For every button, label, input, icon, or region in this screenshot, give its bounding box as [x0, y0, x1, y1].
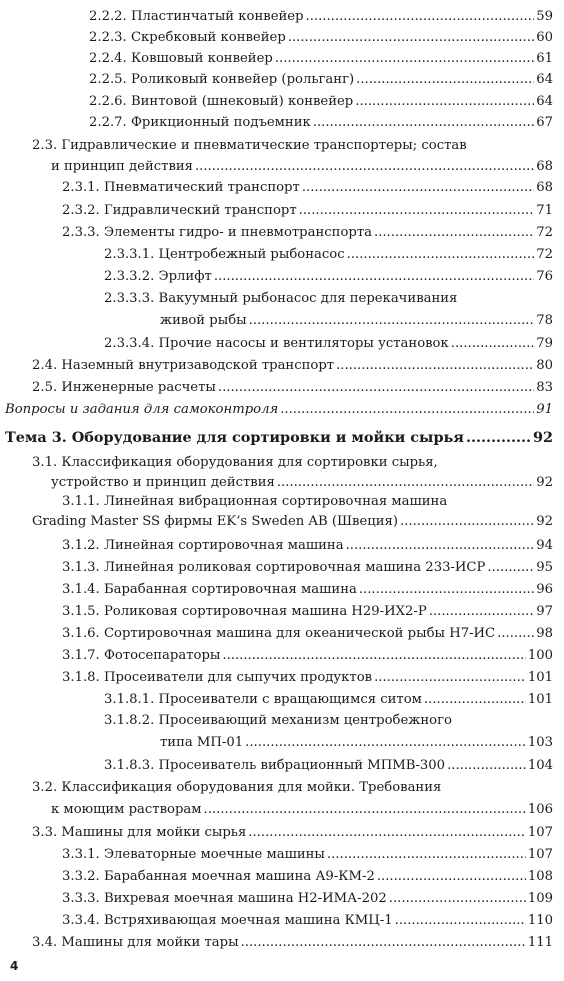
- entry-title-cont: Grading Master SS фирмы EK’s Sweden AB (Швеция): [32, 514, 398, 529]
- entry-title-cont: живой рыбы: [160, 313, 247, 328]
- entry-page: 72: [536, 247, 553, 262]
- entry-title: 2.3.2. Гидравлический транспорт: [62, 203, 297, 218]
- entry-page: 92: [536, 514, 553, 529]
- entry-page: 60: [536, 30, 553, 45]
- entry-page: 78: [536, 313, 553, 328]
- entry-title: 3.4. Машины для мойки тары: [32, 935, 239, 950]
- entry-page: 64: [536, 94, 553, 109]
- entry-title: 2.3.3.4. Прочие насосы и вентиляторы установок: [104, 336, 449, 351]
- entry-title: 3.1.8.2. Просеивающий механизм центробежного: [104, 713, 452, 728]
- entry-title: 2.3. Гидравлические и пневматические транспортеры; состав: [32, 138, 467, 153]
- entry-page: 95: [536, 560, 553, 575]
- entry-title-cont: и принцип действия: [51, 159, 193, 174]
- entry-title-cont: типа МП-01: [160, 735, 244, 750]
- entry-page: 97: [536, 604, 553, 619]
- entry-page: 61: [536, 51, 553, 66]
- entry-title: 2.3.3. Элементы гидро- и пневмотранспорта: [62, 225, 372, 240]
- entry-title: 2.2.4. Ковшовый конвейер: [89, 51, 273, 66]
- entry-page: 68: [536, 180, 553, 195]
- entry-page: 101: [527, 670, 553, 685]
- entry-title-cont: устройство и принцип действия: [51, 475, 275, 490]
- entry-title: 3.1.1. Линейная вибрационная сортировочная машина: [62, 494, 448, 509]
- entry-page: 96: [536, 582, 553, 597]
- entry-page: 109: [527, 891, 553, 906]
- entry-title: 2.2.3. Скребковый конвейер: [89, 30, 286, 45]
- entry-page: 107: [527, 847, 553, 862]
- entry-title: 2.2.2. Пластинчатый конвейер: [89, 9, 304, 24]
- entry-title: 3.3.1. Элеваторные моечные машины: [62, 847, 325, 862]
- entry-page: 108: [527, 869, 553, 884]
- entry-page: 106: [527, 802, 553, 817]
- entry-page: 98: [536, 626, 553, 641]
- entry-title: 2.2.6. Винтовой (шнековый) конвейер: [89, 94, 354, 109]
- entry-page: 91: [536, 402, 553, 417]
- entry-title: 3.1.8.1. Просеиватели с вращающимся ситом: [104, 692, 422, 707]
- entry-title: Вопросы и задания для самоконтроля: [5, 402, 279, 417]
- entry-page: 79: [536, 336, 553, 351]
- entry-page: 111: [527, 935, 553, 950]
- entry-title: 3.1.8.3. Просеиватель вибрационный МПМВ-300: [104, 758, 446, 773]
- entry-page: 71: [536, 203, 553, 218]
- entry-title: 3.1.4. Барабанная сортировочная машина: [62, 582, 357, 597]
- entry-title: 3.1.2. Линейная сортировочная машина: [62, 538, 344, 553]
- entry-page: 67: [536, 115, 553, 130]
- entry-title: 3.3.3. Вихревая моечная машина Н2-ИМА-202: [62, 891, 387, 906]
- entry-title: 2.3.3.2. Эрлифт: [104, 269, 212, 284]
- entry-page: 94: [536, 538, 553, 553]
- entry-title: 3.3.2. Барабанная моечная машина А9-КМ-2: [62, 869, 375, 884]
- entry-title: 3.1.7. Фотосепараторы: [62, 648, 221, 663]
- entry-title: 2.2.7. Фрикционный подъемник: [89, 115, 311, 130]
- entry-page: 101: [527, 692, 553, 707]
- entry-title: 3.1.3. Линейная роликовая сортировочная машина 233-ИСР: [62, 560, 486, 575]
- entry-title: 3.1.6. Сортировочная машина для океанической рыбы Н7-ИС: [62, 626, 496, 641]
- entry-title: 2.2.5. Роликовый конвейер (рольганг): [89, 72, 355, 87]
- entry-page: 68: [536, 159, 553, 174]
- entry-page: 92: [536, 475, 553, 490]
- entry-title: 3.2. Классификация оборудования для мойки. Требования: [32, 780, 442, 795]
- entry-page: 64: [536, 72, 553, 87]
- entry-page: 110: [527, 913, 553, 928]
- entry-title: 3.3. Машины для мойки сырья: [32, 825, 247, 840]
- entry-title: 3.1.5. Роликовая сортировочная машина Н29-ИХ2-Р: [62, 604, 427, 619]
- entry-page: 83: [536, 380, 553, 395]
- entry-page: 76: [536, 269, 553, 284]
- entry-title: Тема 3. Оборудование для сортировки и мойки сырья: [5, 429, 464, 446]
- entry-title: 2.3.1. Пневматический транспорт: [62, 180, 300, 195]
- entry-title: 2.4. Наземный внутризаводской транспорт: [32, 358, 335, 373]
- entry-title: 3.1.8. Просеиватели для сыпучих продуктов: [62, 670, 373, 685]
- page-number: 4: [10, 959, 19, 973]
- entry-title: 3.1. Классификация оборудования для сортировки сырья,: [32, 455, 438, 470]
- entry-page: 59: [536, 9, 553, 24]
- entry-title: 3.3.4. Встряхивающая моечная машина КМЦ-1: [62, 913, 393, 928]
- entry-title: 2.3.3.3. Вакуумный рыбонасос для перекачивания: [104, 291, 458, 306]
- entry-title-cont: к моющим растворам: [51, 802, 202, 817]
- entry-page: 80: [536, 358, 553, 373]
- entry-page: 107: [527, 825, 553, 840]
- entry-page: 104: [527, 758, 553, 773]
- entry-page: 72: [536, 225, 553, 240]
- entry-page: 103: [527, 735, 553, 750]
- entry-title: 2.3.3.1. Центробежный рыбонасос: [104, 247, 345, 262]
- entry-page: 100: [527, 648, 553, 663]
- entry-page: 92: [532, 429, 553, 446]
- entry-title: 2.5. Инженерные расчеты: [32, 380, 216, 395]
